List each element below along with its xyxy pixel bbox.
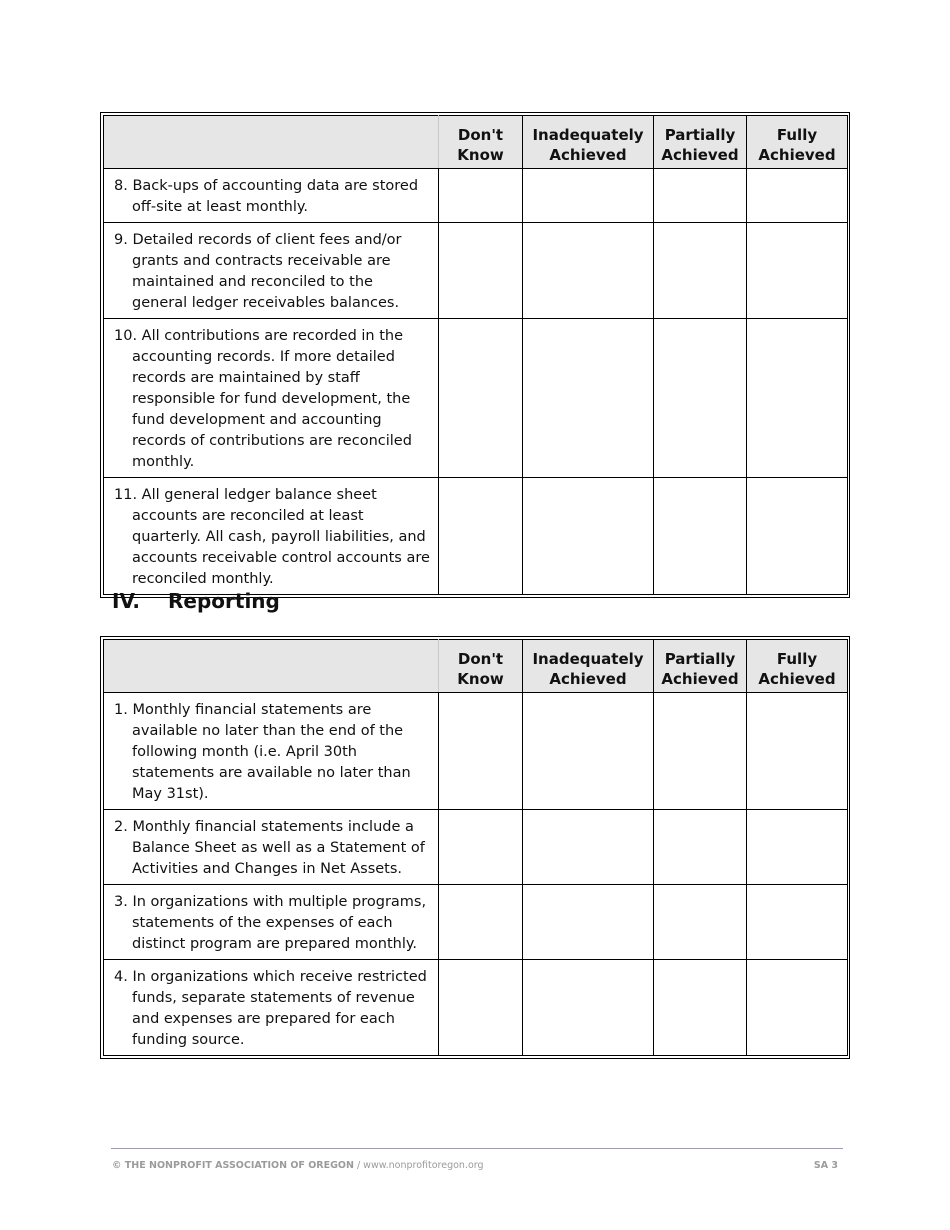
table-row: [104, 478, 848, 595]
rating-cell-inadequately-achieved[interactable]: [523, 169, 654, 223]
col-header-inadequately-achieved: Inadequately Achieved: [523, 116, 654, 169]
rating-cell-fully-achieved[interactable]: [747, 223, 848, 319]
table-row: [104, 810, 848, 885]
section-title: Reporting: [168, 589, 280, 613]
rating-cell-partially-achieved[interactable]: [654, 810, 747, 885]
rating-cell-partially-achieved[interactable]: [654, 693, 747, 810]
item-description: [104, 960, 439, 1056]
rating-cell-partially-achieved[interactable]: [654, 960, 747, 1056]
rating-cell-partially-achieved[interactable]: [654, 319, 747, 478]
rating-cell-partially-achieved[interactable]: [654, 885, 747, 960]
table-row: [104, 319, 848, 478]
col-header-inadequately-achieved: Inadequately Achieved: [523, 640, 654, 693]
rating-cell-fully-achieved[interactable]: [747, 693, 848, 810]
blank-header-cell: [104, 640, 439, 693]
footer-separator: /: [353, 1160, 364, 1171]
item-text: 10. All contributions are recorded in the accounting records. If more detailed records are maintained by staff responsible for fund development, the fund development and accounting records of contributions are reconciled monthly.: [114, 328, 412, 470]
item-text: 3. In organizations with multiple programs, statements of the expenses of each distinct program are prepared monthly.: [114, 894, 427, 952]
col-header-dont-know: Don't Know: [439, 116, 523, 169]
col-header-partially-achieved: Partially Achieved: [654, 116, 747, 169]
rating-cell-inadequately-achieved[interactable]: [523, 810, 654, 885]
table-row: [104, 693, 848, 810]
blank-header-cell: [104, 116, 439, 169]
rating-cell-dont-know[interactable]: [439, 810, 523, 885]
rating-cell-dont-know[interactable]: [439, 693, 523, 810]
rating-cell-inadequately-achieved[interactable]: [523, 223, 654, 319]
col-header-fully-achieved: Fully Achieved: [747, 640, 848, 693]
rating-cell-fully-achieved[interactable]: [747, 478, 848, 595]
col-header-fully-achieved: Fully Achieved: [747, 116, 848, 169]
rating-cell-partially-achieved[interactable]: [654, 223, 747, 319]
item-description: [104, 810, 439, 885]
item-description: [104, 478, 439, 595]
section-number: IV.: [112, 589, 140, 613]
table-row: [104, 223, 848, 319]
rating-cell-inadequately-achieved[interactable]: [523, 885, 654, 960]
rating-cell-fully-achieved[interactable]: [747, 960, 848, 1056]
footer-url-link[interactable]: www.nonprofitoregon.org: [363, 1160, 484, 1171]
rating-cell-dont-know[interactable]: [439, 478, 523, 595]
item-text: 9. Detailed records of client fees and/or grants and contracts receivable are maintained and reconciled to the general ledger receivables balances.: [114, 232, 402, 311]
rating-cell-dont-know[interactable]: [439, 223, 523, 319]
item-text: 2. Monthly financial statements include a Balance Sheet as well as a Statement of Activities and Changes in Net Assets.: [114, 819, 425, 877]
table-header-row: [104, 116, 848, 169]
table-row: [104, 885, 848, 960]
section-heading: [112, 589, 280, 613]
item-text: 1. Monthly financial statements are available no later than the end of the following month (i.e. April 30th statements are available no later than May 31st).: [114, 702, 411, 802]
rating-cell-fully-achieved[interactable]: [747, 885, 848, 960]
item-text: 4. In organizations which receive restricted funds, separate statements of revenue and expenses are prepared for each funding source.: [114, 969, 427, 1048]
col-header-partially-achieved: Partially Achieved: [654, 640, 747, 693]
table-header-row: [104, 640, 848, 693]
item-description: [104, 319, 439, 478]
rating-cell-fully-achieved[interactable]: [747, 319, 848, 478]
footer-divider: [111, 1148, 843, 1149]
rating-cell-partially-achieved[interactable]: [654, 169, 747, 223]
rating-cell-dont-know[interactable]: [439, 960, 523, 1056]
rating-cell-dont-know[interactable]: [439, 169, 523, 223]
assessment-table-accounting: [100, 112, 850, 598]
footer-org: © THE NONPROFIT ASSOCIATION OF OREGON: [112, 1160, 354, 1171]
item-description: [104, 169, 439, 223]
assessment-table-reporting: [100, 636, 850, 1059]
page-number: SA 3: [813, 1160, 838, 1171]
rating-cell-inadequately-achieved[interactable]: [523, 693, 654, 810]
item-description: [104, 223, 439, 319]
rating-cell-inadequately-achieved[interactable]: [523, 319, 654, 478]
rating-cell-fully-achieved[interactable]: [747, 169, 848, 223]
rating-cell-fully-achieved[interactable]: [747, 810, 848, 885]
footer-copyright: [112, 1160, 484, 1171]
col-header-dont-know: Don't Know: [439, 640, 523, 693]
item-description: [104, 693, 439, 810]
rating-cell-inadequately-achieved[interactable]: [523, 478, 654, 595]
rating-cell-inadequately-achieved[interactable]: [523, 960, 654, 1056]
table-row: [104, 960, 848, 1056]
item-text: 11. All general ledger balance sheet accounts are reconciled at least quarterly. All cash, payroll liabilities, and accounts receivable control accounts are reconciled monthly.: [114, 487, 430, 587]
item-description: [104, 885, 439, 960]
rating-cell-partially-achieved[interactable]: [654, 478, 747, 595]
table-row: [104, 169, 848, 223]
rating-cell-dont-know[interactable]: [439, 319, 523, 478]
item-text: 8. Back-ups of accounting data are stored off-site at least monthly.: [114, 178, 419, 215]
rating-cell-dont-know[interactable]: [439, 885, 523, 960]
